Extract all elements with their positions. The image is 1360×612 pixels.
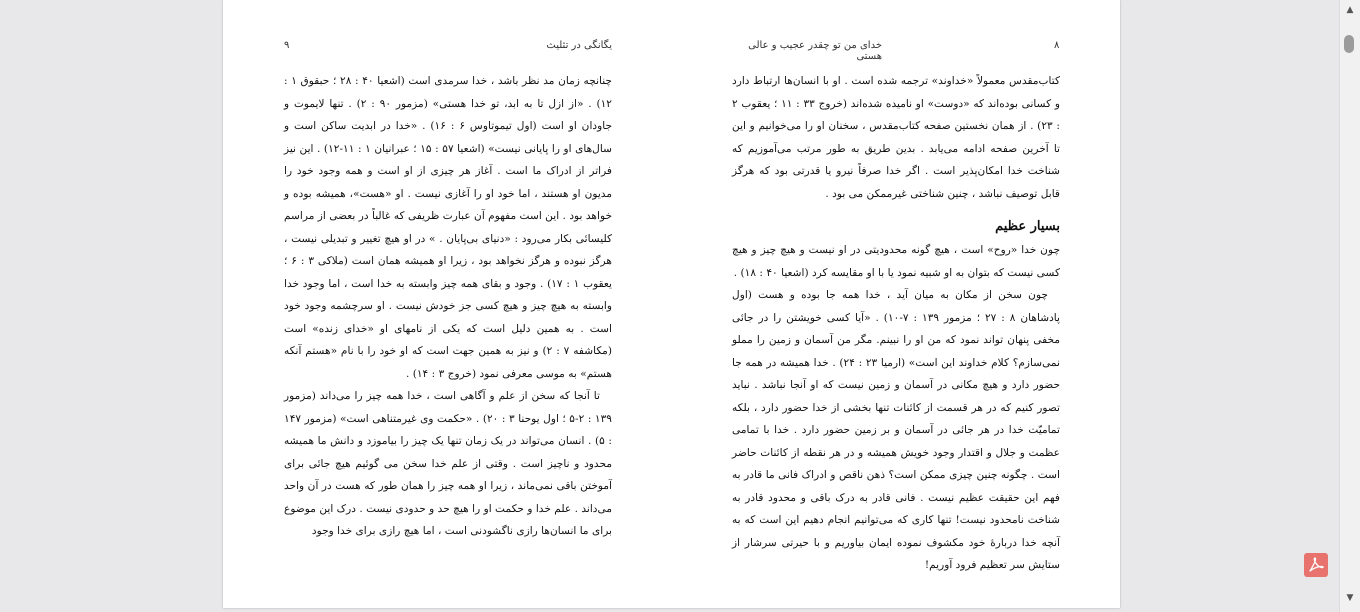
scroll-up-arrow-icon[interactable]: ▲ [1346, 5, 1354, 15]
right-paragraph-3: چون سخن از مکان به میان آید ، خدا همه جا بوده و هست (اول پادشاهان ۸ : ۲۷ ؛ مزمور ۱۳۹ : ۷-۱۰) . «آیا کسی خویشتن را در جائی مخفی پنهان تواند نمود که من او را نبینم. مگر من آسمان و زمین را مملو نمی‌سازم؟ کلام خداوند این است» (ارمیا ۲۳ : ۲۴) . خدا همیشه در همه جا حضور دارد و هیچ مکانی در آسمان و زمین نیست که او آنجا نباشد . نباید تصور کنیم که در هر قسمت از کائنات تنها بخشی از خدا حضور دارد ، بلکه تمامیّت خدا در هر جائی در آسمان و بر زمین حضور دارد . خدا با تمامی عظمت و جلال و اقتدار وجود خویش همیشه و در هر نقطه از کائنات حاضر است . چگونه چنین چیزی ممکن است؟ ذهن ناقص و ادراک فانی ما قادر به فهم این حقیقت عظیم نیست . فانی قادر به درک باقی و محدود قادر به شناخت نامحدود نیست! تنها کاری که می‌توانیم انجام دهیم این است که به آنچه خدا دربارهٔ خود مکشوف نموده ایمان بیاوریم و با حیرتی سرشار از ستایش سر تعظیم فرود آوریم! [732, 289, 1060, 571]
left-page-header-title: یگانگی در تثلیث [546, 40, 612, 51]
right-page-header-title: خدای من تو چقدر عجیب و عالی هستی [748, 40, 882, 62]
left-page-body [284, 70, 612, 543]
scroll-down-arrow-icon[interactable]: ▼ [1346, 593, 1354, 603]
left-page-number: ۹ [284, 40, 290, 51]
right-page-body [732, 70, 1060, 577]
left-paragraph-2: تا آنجا که سخن از علم و آگاهی است ، خدا همه چیز را می‌داند (مزمور ۱۳۹ : ۲-۵ ؛ اول یوحنا ۳ : ۲۰) . «حکمت وی غیرمتناهی است» (مزمور ۱۴۷ : ۵) . انسان می‌تواند در یک زمان تنها یک چیز را بیاموزد و دانش ما همیشه محدود و ناچیز است . وقتی از علم خدا سخن می گوئیم هیچ جائی برای آموختن باقی نمی‌ماند ، زیرا او همه چیز را همان طور که هست در آن واحد می‌داند . علم خدا و حکمت او را هیچ حد و حدودی نیست . درک این موضوع برای ما انسان‌ها رازی ناگشودنی است ، اما هیچ رازی برای خدا وجود [284, 390, 612, 537]
pdf-app-icon[interactable] [1304, 553, 1328, 577]
document-spread [223, 0, 1120, 608]
right-paragraph-1: کتاب‌مقدس معمولاً «خداوند» ترجمه شده است . او با انسان‌ها ارتباط دارد و کسانی بوده‌اند که «دوست» او نامیده شده‌اند (خروج ۳۳ : ۱۱ ؛ یعقوب ۲ : ۲۳) . از همان نخستین صفحه کتاب‌مقدس ، سخنان او را می‌خوانیم و این تا آخرین صفحه ادامه می‌یابد . بدین طریق به طور مرتب می‌آموزیم که شناخت خدا امکان‌پذیر است . اگر خدا صرفاً نیرو یا قدرتی بود که هرگز قابل توصیف نباشد ، چنین شناختی غیرممکن می بود . [732, 75, 1060, 200]
right-page-number: ۸ [1054, 40, 1060, 51]
right-paragraph-2: چون خدا «روح» است ، هیچ گونه محدودیتی در او نیست و هیچ چیز و هیچ کسی نیست که بتوان به او شبیه نمود یا با او مقایسه کرد (اشعیا ۴۰ : ۱۸) . [732, 244, 1060, 279]
section-heading: بسیار عظیم [995, 219, 1060, 234]
scrollbar-thumb[interactable] [1344, 35, 1354, 53]
acrobat-logo-icon [1307, 556, 1325, 574]
vertical-scrollbar[interactable] [1339, 0, 1360, 612]
left-paragraph-1: چنانچه زمان مد نظر باشد ، خدا سرمدی است (اشعیا ۴۰ : ۲۸ ؛ حبقوق ۱ : ۱۲) . «از ازل تا به ابد، تو خدا هستی» (مزمور ۹۰ : ۲) . تنها لایموت و جاودان او است (اول تیموتاوس ۶ : ۱۶) . «خدا در ابدیت ساکن است و سال‌های او را پایانی نیست» (اشعیا ۵۷ : ۱۵ ؛ عبرانیان ۱ : ۱۱-۱۲) . این نیز فراتر از ادراک ما است . آغاز هر چیزی از او است و همه وجود خود را مدیون او هستند ، اما خود او را آغازی نیست . او «هست»، همیشه بوده و خواهد بود . این است مفهوم آن عبارت ظریفی که غالباً در بعضی از مراسم کلیسائی بکار می‌رود : «دنیای بی‌پایان . » در او هیچ تغییر و تبدیلی نیست ، هرگز نبوده و هرگز نخواهد بود ، زیرا او همیشه همان است (ملاکی ۳ : ۶ ؛ یعقوب ۱ : ۱۷) . وجود و بقای همه چیز وابسته به خدا است ، اما وجود خدا وابسته به هیچ چیز و هیچ کسی جز خودش نیست . او سرچشمه وجود خود است . به همین دلیل است که یکی از نامهای او «خدای زنده» است (مکاشفه ۷ : ۲) و نیز به همین جهت است که او خود را با نام «هستم آنکه هستم» به موسی معرفی نمود (خروج ۳ : ۱۴) . [284, 75, 612, 380]
